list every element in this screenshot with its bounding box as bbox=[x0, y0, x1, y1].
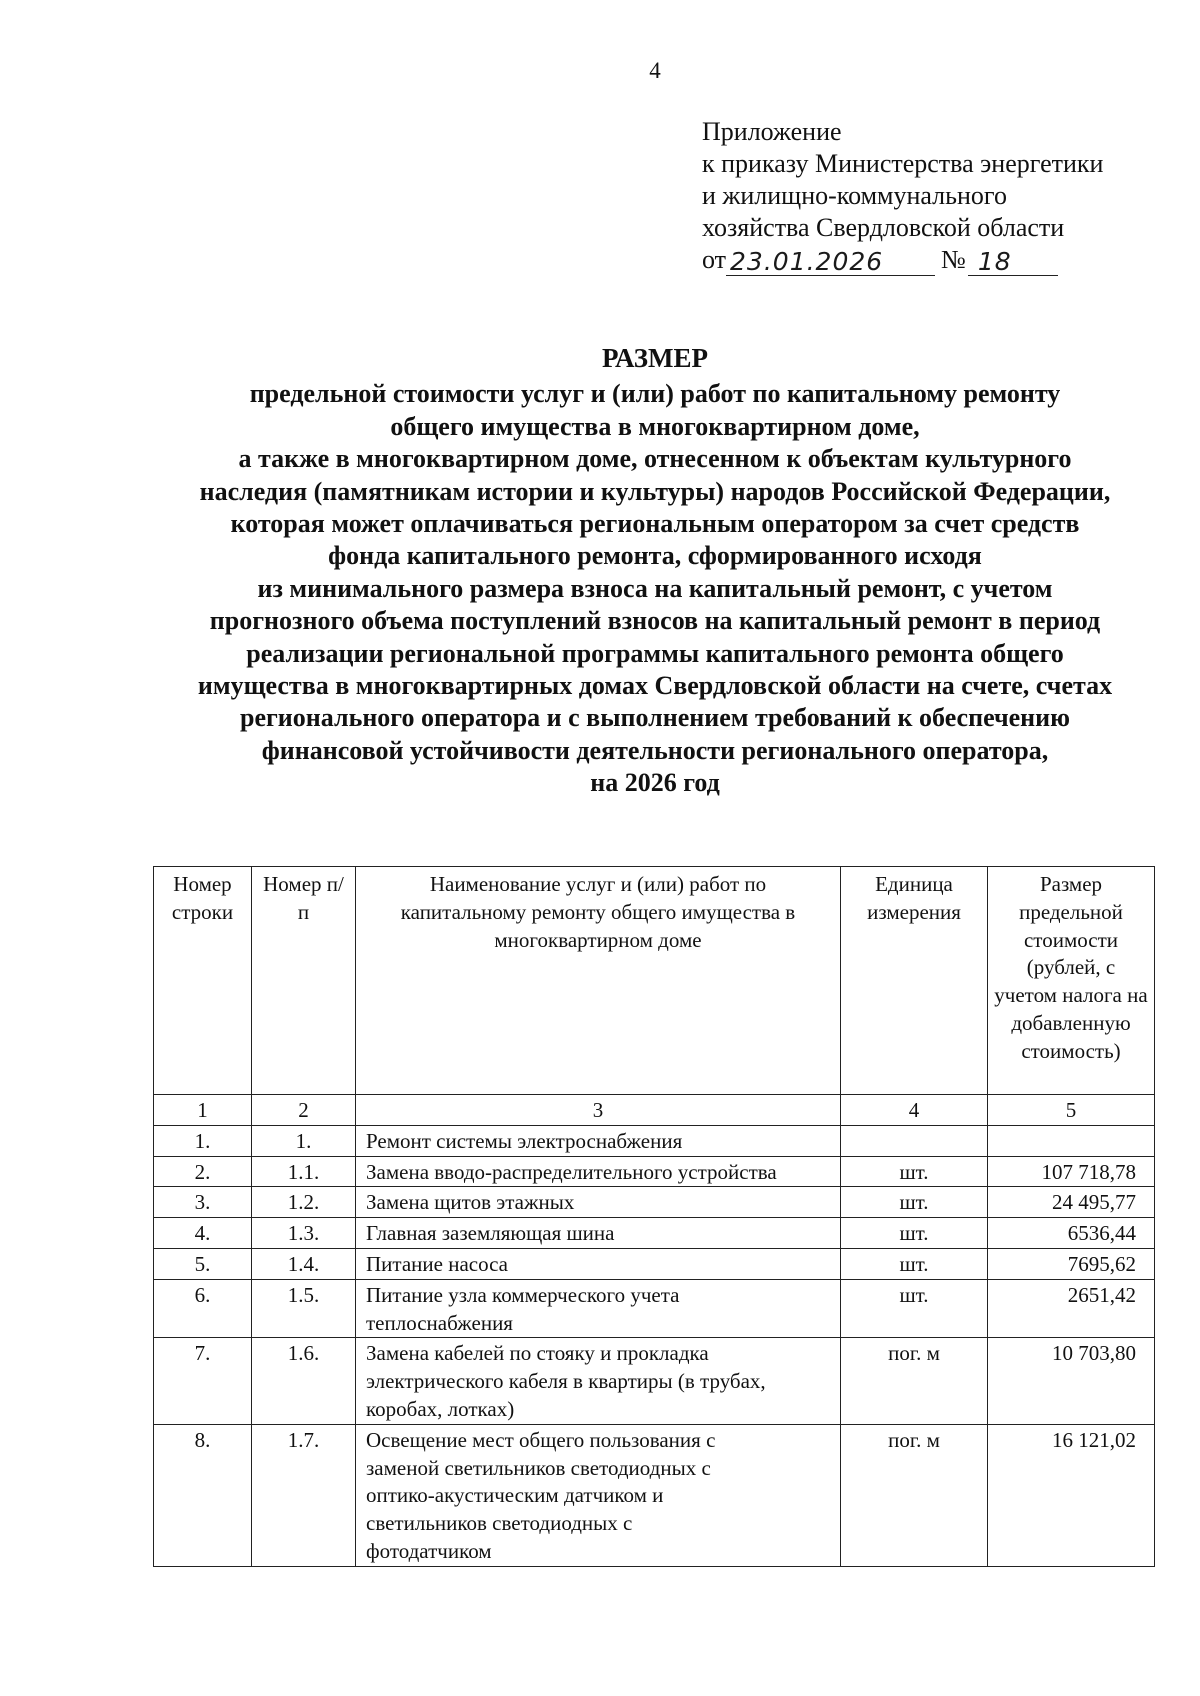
cell-cost: 7695,62 bbox=[988, 1248, 1155, 1279]
table-row bbox=[154, 1248, 1155, 1279]
cell-item-number: 1.5. bbox=[252, 1279, 356, 1338]
cell-service-name: Замена вводо-распределительного устройства bbox=[356, 1156, 841, 1187]
appendix-line: хозяйства Свердловской области bbox=[702, 213, 1065, 242]
title-line: финансовой устойчивости деятельности регионального оператора, bbox=[261, 735, 1049, 765]
title-line: реализации региональной программы капитального ремонта общего bbox=[246, 638, 1064, 668]
cell-row-number: 8. bbox=[154, 1424, 252, 1566]
appendix-block bbox=[702, 116, 1103, 276]
cell-cost: 107 718,78 bbox=[988, 1156, 1155, 1187]
table-row bbox=[154, 1424, 1155, 1566]
cell-service-name: Питание узла коммерческого учета теплоснабжения bbox=[356, 1279, 841, 1338]
cell-row-number: 7. bbox=[154, 1338, 252, 1424]
appendix-line: к приказу Министерства энергетики bbox=[702, 149, 1104, 178]
title-line: из минимального размера взноса на капитальный ремонт, с учетом bbox=[257, 573, 1053, 603]
order-date-number bbox=[702, 244, 1103, 276]
cell-item-number: 1.1. bbox=[252, 1156, 356, 1187]
cell-item-number: 1.2. bbox=[252, 1187, 356, 1218]
cell-row-number: 1. bbox=[154, 1125, 252, 1156]
cell-unit: шт. bbox=[841, 1248, 988, 1279]
column-number: 2 bbox=[252, 1095, 356, 1126]
cell-item-number: 1.4. bbox=[252, 1248, 356, 1279]
table-row bbox=[154, 1156, 1155, 1187]
cell-service-name: Замена кабелей по стояку и прокладка электрического кабеля в квартиры (в трубах, коробах, лотках) bbox=[356, 1338, 841, 1424]
table-row bbox=[154, 1279, 1155, 1338]
table-row bbox=[154, 1187, 1155, 1218]
header-unit: Единица измерения bbox=[841, 867, 988, 1095]
handwritten-date: 23.01.2026 bbox=[726, 249, 935, 276]
cell-cost: 16 121,02 bbox=[988, 1424, 1155, 1566]
column-number: 3 bbox=[356, 1095, 841, 1126]
cell-unit: шт. bbox=[841, 1218, 988, 1249]
cell-row-number: 3. bbox=[154, 1187, 252, 1218]
cell-item-number: 1. bbox=[252, 1125, 356, 1156]
cell-row-number: 4. bbox=[154, 1218, 252, 1249]
cell-row-number: 5. bbox=[154, 1248, 252, 1279]
title-line: на 2026 год bbox=[590, 768, 720, 798]
section-row bbox=[154, 1125, 1155, 1156]
appendix-line: и жилищно-коммунального bbox=[702, 181, 1007, 210]
handwritten-number: 18 bbox=[968, 249, 1058, 276]
cell-cost bbox=[988, 1125, 1155, 1156]
cell-service-name: Питание насоса bbox=[356, 1248, 841, 1279]
column-number: 1 bbox=[154, 1095, 252, 1126]
page-number: 4 bbox=[649, 58, 661, 83]
cell-section-name: Ремонт системы электроснабжения bbox=[356, 1125, 841, 1156]
document-title bbox=[130, 342, 1180, 800]
title-line: которая может оплачиваться региональным оператором за счет средств bbox=[230, 509, 1080, 539]
cell-cost: 10 703,80 bbox=[988, 1338, 1155, 1424]
cell-item-number: 1.3. bbox=[252, 1218, 356, 1249]
header-row-number: Номер строки bbox=[154, 867, 252, 1095]
title-line: фонда капитального ремонта, сформированного исходя bbox=[328, 541, 982, 571]
cell-cost: 2651,42 bbox=[988, 1279, 1155, 1338]
title-line: наследия (памятникам истории и культуры) народов Российской Федерации, bbox=[199, 476, 1111, 506]
title-line: а также в многоквартирном доме, отнесенном к объектам культурного bbox=[238, 444, 1072, 474]
cell-row-number: 2. bbox=[154, 1156, 252, 1187]
cell-service-name: Освещение мест общего пользования с заменой светильников светодиодных с оптико-акустическим датчиком и светильников светодиодных с фотодатчиком bbox=[356, 1424, 841, 1566]
cell-cost: 24 495,77 bbox=[988, 1187, 1155, 1218]
cell-unit bbox=[841, 1125, 988, 1156]
header-service-name: Наименование услуг и (или) работ по капитальному ремонту общего имущества в многоквартирном доме bbox=[356, 867, 841, 1095]
title-line: имущества в многоквартирных домах Свердловской области на счете, счетах bbox=[197, 671, 1113, 701]
cell-item-number: 1.7. bbox=[252, 1424, 356, 1566]
title-main: РАЗМЕР bbox=[601, 343, 709, 373]
cost-table bbox=[153, 866, 1155, 1567]
column-number: 4 bbox=[841, 1095, 988, 1126]
title-line: регионального оператора и с выполнением требований к обеспечению bbox=[239, 703, 1070, 733]
cell-unit: шт. bbox=[841, 1279, 988, 1338]
cell-unit: пог. м bbox=[841, 1338, 988, 1424]
cell-row-number: 6. bbox=[154, 1279, 252, 1338]
cell-unit: шт. bbox=[841, 1156, 988, 1187]
cell-cost: 6536,44 bbox=[988, 1218, 1155, 1249]
title-line: общего имущества в многоквартирном доме, bbox=[390, 411, 920, 441]
from-label: от bbox=[702, 245, 727, 274]
cell-service-name: Замена щитов этажных bbox=[356, 1187, 841, 1218]
table-row bbox=[154, 1218, 1155, 1249]
cell-service-name: Главная заземляющая шина bbox=[356, 1218, 841, 1249]
title-line: предельной стоимости услуг и (или) работ по капитальному ремонту bbox=[249, 379, 1061, 409]
cell-item-number: 1.6. bbox=[252, 1338, 356, 1424]
column-number-row bbox=[154, 1095, 1155, 1126]
cell-unit: пог. м bbox=[841, 1424, 988, 1566]
header-max-cost: Размер предельной стоимости (рублей, с учетом налога на добавленную стоимость) bbox=[988, 867, 1155, 1095]
appendix-line: Приложение bbox=[702, 117, 842, 146]
table-row bbox=[154, 1338, 1155, 1424]
number-sign: № bbox=[941, 245, 966, 274]
column-number: 5 bbox=[988, 1095, 1155, 1126]
title-line: прогнозного объема поступлений взносов на капитальный ремонт в период bbox=[209, 606, 1101, 636]
table-header-row bbox=[154, 867, 1155, 1095]
header-item-number: Номер п/п bbox=[252, 867, 356, 1095]
cell-unit: шт. bbox=[841, 1187, 988, 1218]
